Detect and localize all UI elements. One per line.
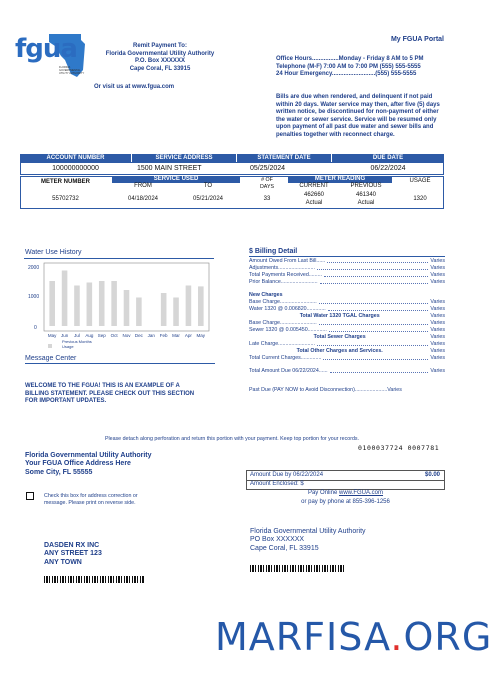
current-value: 462660 [303,192,325,198]
water-use-chart [24,260,214,355]
x-tick-label: Apr [184,333,192,338]
usage-value: 1320 [413,196,427,202]
portal-info [276,56,456,79]
water-charge-line-value: Varies [430,306,445,312]
amount-enclosed-field[interactable]: Amount Enclosed: $ [250,481,304,487]
return-address [250,528,440,553]
x-tick-label: Oct [110,333,118,338]
chart-legend: Previous Months Usage [62,339,92,349]
current-charges-label: Total Current Charges.............. [249,355,322,361]
x-tick-label: Feb [159,333,168,338]
total-other-value: Varies [430,348,445,354]
total-sewer-value: Varies [430,334,445,340]
x-tick-label: Dec [134,333,143,338]
balance-line-row [249,272,445,279]
pay-online-link[interactable]: www.FGUA.com [339,490,384,496]
customer-barcode [44,576,144,583]
stub-address-block [25,452,225,477]
portal-title[interactable]: My FGUA Portal [390,36,444,43]
customer-name: DASDEN RX INC [44,542,100,549]
account-number: 100000000000 [52,165,99,172]
due-date-header: DUE DATE [332,154,444,162]
message-center-text: WELCOME TO THE FGUA! THIS IS AN EXAMPLE OF A BILLING STATEMENT. PLEASE CHECK OUT THIS SECTION FOR IMPORTANT UPDATES. [25,383,195,405]
balance-line-label: Prior Balance......................... [249,279,318,285]
late-charge-value: Varies [430,341,445,347]
current-type: Actual [305,199,323,206]
watermark: MARFISA.ORG [215,615,492,659]
address-correction-checkbox[interactable] [26,492,34,500]
amount-due-value: Varies [430,368,445,374]
current-charges-value: Varies [430,355,445,361]
total-water-label: Total Water 1320 TGAL Charges [299,313,380,319]
y-tick-1000: 1000 [28,294,40,300]
fgua-logo [15,30,87,80]
due-date: 06/22/2024 [370,165,406,172]
x-tick-label: May [47,333,57,338]
stub-city: Some City, FL 55555 [25,468,93,476]
legend-swatch [48,344,52,348]
remit-name: Florida Governmental Utility Authority [105,50,215,57]
balance-line-value: Varies [430,258,445,264]
usage-bar [136,298,142,327]
stub-org: Florida Governmental Utility Authority [25,452,152,459]
scanline: 0100037724 0007781 [358,444,440,452]
previous-value: 461340 [355,192,377,198]
from-label: FROM [134,183,152,189]
pay-phone: or pay by phone at 855-396-1256 [301,499,390,505]
x-tick-label: Jun [60,333,69,338]
x-tick-label: Nov [122,333,131,338]
x-tick-label: Jul [74,333,80,338]
billing-detail [249,258,445,394]
previous-type: Actual [357,199,375,206]
customer-street: ANY STREET 123 [44,550,102,558]
x-tick-label: Mar [172,333,180,338]
sewer-charge-line-row [249,320,445,327]
usage-bar [198,286,204,326]
message-center-label: Message Center [25,355,215,364]
logo-word: fgua [15,34,77,64]
total-other-label: Total Other Charges and Services. [296,348,383,354]
remit-heading: Remit Payment To: [133,43,187,49]
balance-line-label: Amount Owed From Last Bill...... [249,258,326,264]
usage-bar [49,281,55,326]
usage-bar [124,290,130,326]
balance-line-value: Varies [430,279,445,285]
customer-city: ANY TOWN [44,558,82,566]
amount-due-box [246,470,445,490]
return-box: PO Box XXXXXX [250,536,305,544]
usage-bar [161,293,167,326]
of-days-label [252,177,282,191]
balance-line-label: Total Payments Received......... [249,272,323,278]
days-value: 33 [263,196,271,202]
total-water-value: Varies [430,313,445,319]
days-label: DAYS [259,184,275,190]
balance-line-row [249,265,445,272]
usage-label: USAGE [409,178,431,184]
new-charges-label: New Charges [249,292,283,298]
remit-box: P.O. Box XXXXXX [135,58,185,65]
sewer-charge-line-value: Varies [430,327,445,333]
delinquency-notice: Bills are due when rendered, and delinquent if not paid within 20 days. Water service may then, after five (5) days written notice, be discontinued for non-payment of either the water or sewer service. Service will be resumed only upon payment of all past due water and sewer bills and penalties together with reconnect charge. [276,94,440,138]
meter-number-label: METER NUMBER [41,179,90,185]
y-tick-2000: 2000 [28,265,40,271]
x-tick-label: May [196,333,206,338]
from-date: 04/18/2024 [127,196,159,202]
account-number-header: ACCOUNT NUMBER [20,154,131,162]
usage-bar [173,298,179,327]
stub-amount-due-label: Amount Due by 06/22/2024 [250,472,324,478]
water-charge-line-label: Water 1320 @ 0.006820............. [249,306,326,312]
logo-tagline: FLORIDA GOVERNMENTAL UTILITY AUTHORITY [59,66,85,75]
address-correction-text: Check this box for address correction or message. Please print on reverse side. [44,493,138,506]
balance-line-value: Varies [430,272,445,278]
total-sewer-label: Total Sewer Charges [313,334,366,340]
meter-number: 55702732 [52,196,79,202]
of-label: # OF [261,177,273,183]
billing-title: $ Billing Detail [249,248,445,257]
return-org: Florida Governmental Utility Authority [250,528,366,535]
usage-bar [99,281,105,326]
previous-label: PREVIOUS [350,183,382,189]
to-label: TO [203,183,213,189]
to-date: 05/21/2024 [192,196,224,202]
usage-bar [87,283,93,327]
usage-bar [62,271,68,327]
telephone: Telephone (M-F) 7:00 AM to 7:00 PM (555) 555-5555 [276,63,421,70]
usage-bar [74,286,80,327]
sewer-charge-line-row [249,327,445,334]
x-tick-label: Sep [97,333,106,338]
service-address: 1500 MAIN STREET [137,165,202,172]
water-charge-line-row [249,306,445,313]
return-city: Cape Coral, FL 33915 [250,544,319,552]
balance-line-row [249,258,445,265]
sewer-charge-line-value: Varies [430,320,445,326]
usage-bar [186,286,192,327]
stub-amount-due-value: $0.00 [424,472,440,478]
late-charge-label: Late Charge......................... [249,341,315,347]
remit-block [95,43,225,73]
usage-bar [111,281,117,326]
water-charge-line-row [249,299,445,306]
return-barcode [250,565,345,572]
balance-line-value: Varies [430,265,445,271]
x-tick-label: Aug [85,333,94,338]
x-tick-label: Jan [147,333,155,338]
statement-date: 05/25/2024 [250,165,286,172]
statement-date-header: STATEMENT DATE [237,154,331,162]
chart-title: Water Use History [25,249,82,256]
pay-online [246,490,445,498]
customer-address [44,542,194,567]
visit-link[interactable]: Or visit us at www.fgua.com [94,84,175,90]
current-label: CURRENT [299,183,329,189]
water-charge-line-label: Base Charge......................... [249,299,317,305]
y-tick-0: 0 [34,325,37,331]
stub-office: Your FGUA Office Address Here [25,460,131,468]
amount-due-label: Total Amount Due 06/22/2024...... [249,368,328,374]
meter-reading-header: METER READING [288,176,392,183]
water-charge-line-value: Varies [430,299,445,305]
previous-reading [340,192,392,207]
emergency: 24 Hour Emergency..........................(555) 555-5555 [276,71,417,78]
balance-line-row [249,279,445,286]
sewer-charge-line-label: Sewer 1320 @ 0.005450............. [249,327,327,333]
balance-line-label: Adjustments......................... [249,265,315,271]
pay-online-prefix: Pay Online [307,490,339,496]
service-used-header: SERVICE USED [112,176,240,183]
office-hours: Office Hours................Monday - Friday 8 AM to 5 PM [276,56,424,62]
service-address-header: SERVICE ADDRESS [132,154,236,162]
remit-city: Cape Coral, FL 33915 [129,65,191,72]
sewer-charge-line-label: Base Charge......................... [249,320,317,326]
current-reading [288,192,340,207]
past-due-line: Past Due (PAY NOW to Avoid Disconnection)......................Varies [249,387,402,393]
detach-instructions: Please detach along perforation and return this portion with your payment. Keep top portion for your records. [104,436,360,442]
